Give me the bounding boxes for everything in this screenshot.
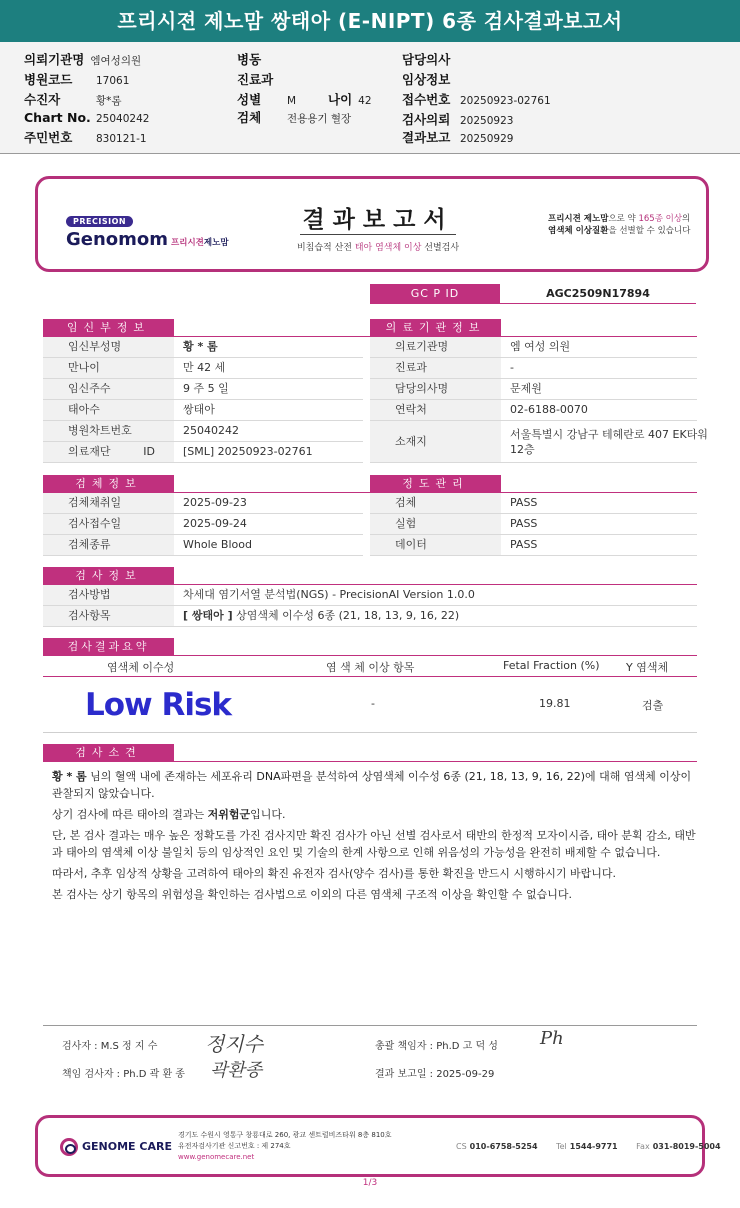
info-request: 검사의뢰 20250923 [402,112,514,127]
pregnant-row: 만나이 만 42 세 [43,358,363,379]
info-age: 나이 42 [328,92,372,107]
finding-paragraph: 단, 본 검사 결과는 매우 높은 정확도를 가진 검사지만 확진 검사가 아닌 선별 검사로서 태반의 한정적 모자이시즘, 태아 분획 감소, 태반과 태아의 염색체 이상 불일치 등의 임상적인 요인 및 기술의 한계 사항으로 인해 위음성의 가능성을 완전히 배제할 수 없습니다. [52,829,696,859]
report-title-bar [0,0,740,42]
info-clinical: 임상정보 [402,72,451,87]
info-specimen: 검체 전용용기 혈장 [237,110,352,125]
y-chromosome-value: 검출 [642,699,664,712]
genomom-logo: PRECISION Genomom 프리시젼제노맘 [66,217,229,250]
findings-text [52,768,700,907]
page-number: 1/3 [362,1178,378,1188]
col-abnormal-items: 염 색 체 이상 항목 [326,661,415,674]
result-report-title: 결과보고서 [302,207,454,233]
qc-row: 데이터 PASS [370,535,697,556]
responsible-label: 책임 검사자 : Ph.D 곽 환 종 [62,1069,185,1080]
title-underline [300,234,456,235]
section-divider [43,761,697,762]
responsible-signature: 곽환종 [210,1060,263,1081]
brand-name: Genomom [66,229,169,250]
institution-row: 연락처 02-6188-0070 [370,400,697,421]
info-code: 병원코드 17061 [24,72,130,87]
info-hospital: 의뢰기관명 엠여성의원 [24,52,142,67]
header-tagline: 프리시젼 제노맘으로 약 165종 이상의 염색체 이상질환을 선별할 수 있습니다 [548,214,691,236]
test-method-row: 검사방법 차세대 염기서열 분석법(NGS) - PrecisionAI Version 1.0.0 [43,585,697,606]
institution-info-header: 의료기관정보 [370,319,501,337]
pregnant-row: 병원차트번호 25040242 [43,421,363,442]
specimen-row: 검체종류 Whole Blood [43,535,363,556]
col-y-chromosome: Y 염색체 [626,661,669,674]
summary-column-headers [43,656,697,677]
qc-header: 정도관리 [370,475,501,493]
footer-url[interactable]: www.genomecare.net [178,1153,255,1161]
pregnant-row: 임신부성명 황 * 롬 [43,337,363,358]
specimen-row: 검사접수일 2025-09-24 [43,514,363,535]
fetal-fraction-value: 19.81 [539,697,571,710]
finding-paragraph: 따라서, 추후 임상적 상황을 고려하여 태아의 확진 유전자 검사(양수 검사)를 통한 확진을 반드시 시행하시기 바랍니다. [52,867,616,880]
gc-pid [370,284,696,304]
test-item-row: 검사항목 [ 쌍태아 ] 상염색체 이수성 6종 (21, 18, 13, 9, 16, 22) [43,606,697,627]
test-info-header: 검사정보 [43,567,174,585]
info-rrn: 주민번호 830121-1 [24,130,147,145]
finding-paragraph: 본 검사는 상기 항목의 위험성을 확인하는 검사법으로 이외의 다른 염색체 구조적 이상을 확인할 수 없습니다. [52,888,572,901]
risk-result: Low Risk [85,687,232,723]
genome-care-mark-icon [60,1138,78,1156]
info-chart: Chart No. 25040242 [24,110,150,125]
summary-result-row [43,677,697,733]
col-aneuploidy: 염색체 이수성 [107,661,175,674]
patient-info-panel [0,42,740,154]
report-date: 결과 보고일 : 2025-09-29 [375,1069,495,1080]
institution-row: 담당의사명 문제원 [370,379,697,400]
summary-header: 검사결과요약 [43,638,174,656]
pregnant-row: 태아수 쌍태아 [43,400,363,421]
qc-row: 실험 PASS [370,514,697,535]
footer-box [35,1115,721,1177]
signature-divider [43,1025,697,1026]
abnormal-items-value: - [371,697,375,710]
info-dept: 진료과 [237,72,274,87]
specimen-info-header: 검체정보 [43,475,174,493]
finding-paragraph: 상기 검사에 따른 태아의 결과는 저위험군입니다. [52,808,286,821]
info-report: 결과보고 20250929 [402,130,514,145]
qc-row: 검체 PASS [370,493,697,514]
precision-badge: PRECISION [66,216,133,227]
col-fetal-fraction: Fetal Fraction (%) [503,659,600,672]
director-label: 총괄 책임자 : Ph.D 고 덕 성 [375,1041,498,1052]
institution-row: 진료과 - [370,358,697,379]
finding-paragraph: 황 * 롬 님의 혈액 내에 존재하는 세포유리 DNA파편을 분석하여 상염색체 이수성 6종 (21, 18, 13, 9, 16, 22)에 대해 염색체 이상이 관찰되지 않았습니다. [52,770,692,800]
institution-row: 의료기관명 엠 여성 의원 [370,337,697,358]
pregnant-row: 임신주수 9 주 5 일 [43,379,363,400]
info-doctor: 담당의사 [402,52,451,67]
report-title: 프리시젼 제노맘 쌍태아 (E-NIPT) 6종 검사결과보고서 [117,9,623,33]
gc-pid-label: GC P ID [370,284,500,304]
director-signature: Ph [540,1028,564,1049]
info-sex: 성별 M [237,92,297,107]
pregnant-info-header: 임신부정보 [43,319,174,337]
info-ward: 병동 [237,52,262,67]
info-receipt: 접수번호 20250923-02761 [402,92,551,107]
tester-signature: 정지수 [205,1032,263,1056]
findings-header: 검사소견 [43,744,174,762]
footer-contact: CS 010-6758-5254 Tel 1544-9771 Fax 031-8019-5004 [456,1142,721,1151]
institution-row: 소재지 서울특별시 강남구 테헤란로 407 EK타워 12층 [370,421,697,463]
genome-care-logo: GENOME CARE [60,1138,172,1156]
gc-pid-value: AGC2509N17894 [500,284,696,304]
report-header-box [35,176,709,272]
pregnant-row: 의료재단 ID [SML] 20250923-02761 [43,442,363,463]
specimen-row: 검체채취일 2025-09-23 [43,493,363,514]
tester-label: 검사자 : M.S 정 지 수 [62,1041,158,1052]
info-patient: 수진자 황*롬 [24,92,122,107]
report-subtitle: 비침습적 산전 태아 염색체 이상 선별검사 [296,243,460,253]
footer-address: 경기도 수원시 영통구 창룡대로 260, 광교 센트럴비즈타워 8층 810호 유전자검사기관 신고번호 : 제 274호 www.genomecare.net [178,1131,392,1161]
